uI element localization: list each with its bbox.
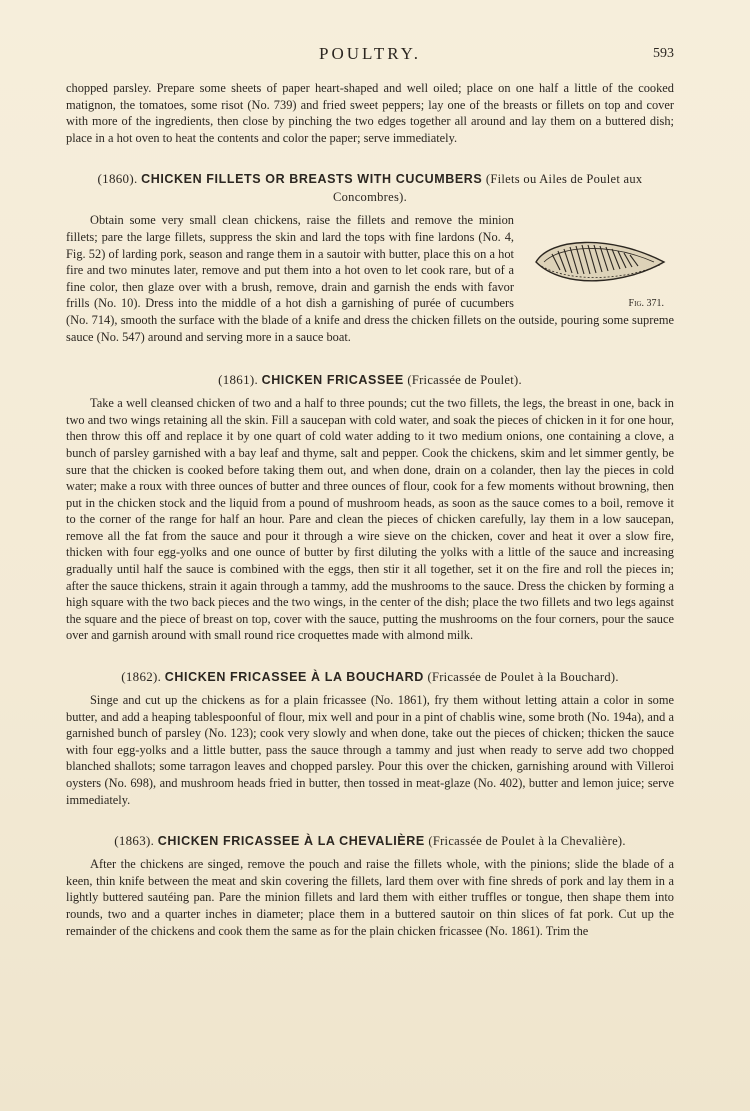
recipe-name: CHICKEN FRICASSEE À LA CHEVALIÈRE bbox=[157, 834, 425, 849]
recipe-text: After the chickens are singed, remove the pouch and raise the fillets whole, with the pinions; slide the blade of a keen, thin knife between the meat and skin covering the fillets, lard them over with fine shreds of pork and lay them in a lightly buttered sautéing pan. Pare the minion fillets and lard them with either truffles or tongue, then shape them into rounds, two and a quarter inches in diameter; place them in a buttered sautoir on thin slices of fat pork. Cut up the remainder of the chickens and cook them the same as for the plain chicken fricassee (No. 1861). Trim the bbox=[66, 857, 674, 938]
recipe-title-1863 bbox=[66, 832, 674, 850]
recipe-text: Singe and cut up the chickens as for a plain fricassee (No. 1861), fry them without letting attain a color in some butter, and add a heaping tablespoonful of flour, mix well and pour in a pint of chablis wine, some broth (No. 194a), and a garnished bunch of parsley (No. 123); cook very slowly and when done, take out the pieces of chicken; thicken the sauce with four egg-yolks and a little butter, pass the sauce through a tammy and just when ready to serve add two chopped blanched shallots; some tarragon leaves and chopped parsley. Pour this over the chicken, garnishing around with Villeroi oysters (No. 698), and mushroom heads fried in butter, then tossed in meat-glaze (No. 402), butter and lemon juice; serve immediately. bbox=[66, 693, 674, 807]
page-number: 593 bbox=[653, 46, 674, 61]
recipe-number: (1860). bbox=[97, 171, 138, 187]
recipe-french-name: (Fricassée de Poulet). bbox=[407, 373, 522, 388]
recipe-number: (1863). bbox=[114, 833, 155, 849]
recipe-title-1861 bbox=[66, 371, 674, 389]
recipe-french-name: (Fricassée de Poulet à la Chevalière). bbox=[428, 834, 626, 849]
recipe-name: CHICKEN FILLETS OR BREASTS WITH CUCUMBERS bbox=[141, 172, 483, 187]
figure-371 bbox=[526, 232, 674, 309]
recipe-name: CHICKEN FRICASSEE À LA BOUCHARD bbox=[164, 670, 424, 685]
recipe-body-1860 bbox=[66, 212, 674, 345]
recipe-title-1862 bbox=[66, 668, 674, 686]
running-head: POULTRY. bbox=[319, 44, 421, 63]
recipe-french-name: (Fricassée de Poulet à la Bouchard). bbox=[427, 670, 619, 685]
recipe-text: Obtain some very small clean chickens, raise the fillets and remove the minion fillets; pare the large fillets, suppress the skin and lard the tops with fine lardons (No. 4, Fig. 52) of larding pork, season and range them in a sautoir with butter, place this on a hot fire and two minutes later, remove and put them into a hot oven to let cook rare, but of a fine color, then glaze over with a brush, remove, drain and garnish the ends with favor frills (No. 10). Dress into the middle of a hot dish a garnishing of purée of cucumbers (No. 714), smooth the surface with the blade of a knife and dress the chicken fillets on the outside, pouring some supreme sauce (No. 547) around and serving more in a sauce boat. bbox=[66, 213, 674, 344]
recipe-french-name: (Filets ou Ailes de Poulet aux Concombres). bbox=[332, 172, 643, 205]
recipe-number: (1861). bbox=[218, 372, 259, 388]
recipe-text: Take a well cleansed chicken of two and a half to three pounds; cut the two fillets, the legs, the breast in one, back in two and two wings retaining all the skin. Fill a saucepan with cold water, and soak the pieces of chicken in it for one hour, then throw this off and replace it by one quart of cold water adding to it two medium onions, one containing a clove, a bunch of parsley garnished with a bay leaf and thyme, salt and pepper. Cook the chickens, skim and let simmer gently, be sure that the chicken is cooked before taking them out, and when done, drain on a colander, then lay the pieces in cold water; make a roux with three ounces of butter and three ounces of flour, cook for a few moments without browning, then put in the chicken stock and the liquid from a pound of mushroom heads, as soon as the sauce comes to a boil, remove it to the corner of the range for half an hour. Pare and clean the pieces of chicken carefully, lay them in a low saucepan, remove all the fat from the sauce and pour it through a wire sieve on the chicken, cover and heat it over a slow fire, thicken with four egg-yolks and one ounce of butter by first diluting the yolks with a little of the sauce and increasing gradually until half the sauce is combined with the eggs, then stir it all together, set it on the fire and roll the pieces in; after the sauce thickens, strain it again through a tammy, add the mushrooms to the sauce. Dress the chicken by forming a high square with the two back pieces and the two wings, in the center of the dish; place the two fillets and two legs against the square and the piece of breast on top, cover with the sauce, putting the mushrooms on the four corners, pour the sauce over and garnish around with small round rice croquettes made with almond milk. bbox=[66, 396, 674, 643]
figure-caption: Fig. 371. bbox=[628, 298, 664, 310]
intro-paragraph: chopped parsley. Prepare some sheets of paper heart-shaped and well oiled; place on one half a little of the cooked matignon, the tomatoes, some risot (No. 739) and fried sweet peppers; lay one of the breasts or fillets on top and cover with more of the ingredients, then close by pinching the two edges together all around and lay them on a buttered dish; place in a hot oven to heat the contents and color the paper; serve immediately. bbox=[66, 81, 674, 145]
recipe-name: CHICKEN FRICASSEE bbox=[261, 373, 404, 388]
larded-fillet-illustration bbox=[530, 232, 670, 296]
recipe-title-1860 bbox=[66, 170, 674, 206]
page-header bbox=[66, 40, 674, 70]
recipe-number: (1862). bbox=[121, 669, 162, 685]
